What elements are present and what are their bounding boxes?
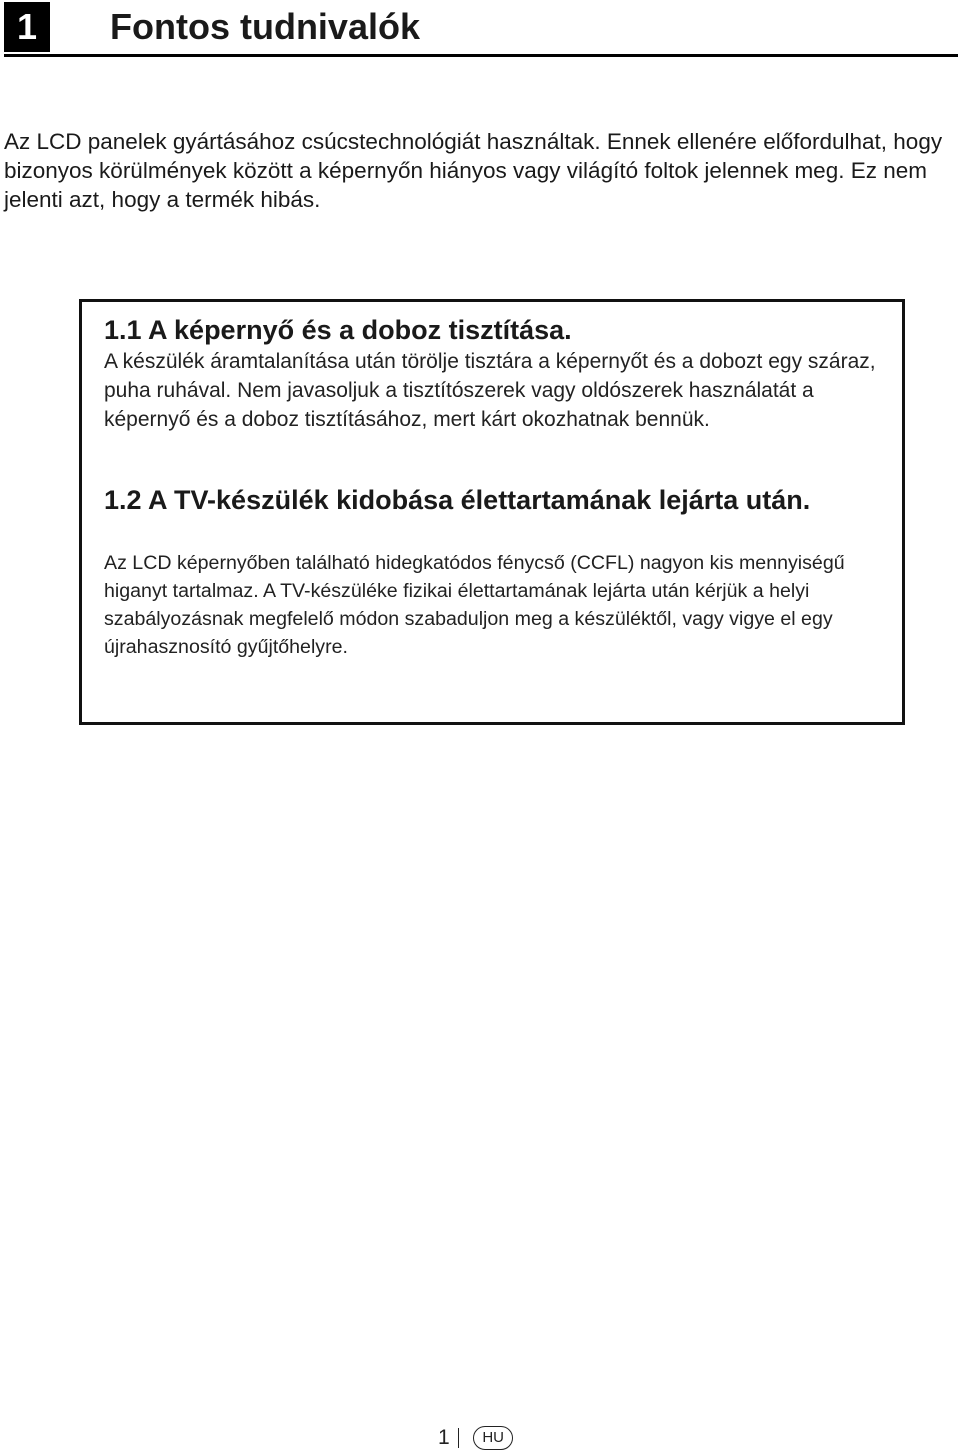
- section-title-disposal: 1.2 A TV-készülék kidobása élettartamának lejárta után.: [104, 485, 811, 515]
- intro-paragraph: Az LCD panelek gyártásához csúcstechnológiát használtak. Ennek ellenére előfordulhat, hogy bizonyos körülmények között a képernyőn hiányos vagy világító foltok jelennek meg. Ez nem jelenti azt, hogy a termék hibás.: [4, 129, 943, 212]
- header-divider: [4, 54, 958, 57]
- footer-separator: [458, 1428, 460, 1448]
- chapter-title: Fontos tudnivalók: [110, 6, 420, 47]
- section-body-disposal: Az LCD képernyőben található hidegkatódos fénycső (CCFL) nagyon kis mennyiségű higanyt tartalmaz. A TV-készüléke fizikai élettartamának lejárta után kérjük a helyi szabályozásnak megfelelő módon szabaduljon meg a készüléktől, vagy vigye el egy újrahasznosító gyűjtőhelyre.: [104, 552, 845, 658]
- notice-box: [79, 299, 905, 725]
- chapter-header: [0, 0, 960, 58]
- page-footer: [438, 1424, 513, 1452]
- language-badge: HU: [473, 1426, 513, 1450]
- section-title-cleaning: 1.1 A képernyő és a doboz tisztítása.: [104, 315, 572, 345]
- page-number: 1: [438, 1426, 450, 1449]
- chapter-number: 1: [4, 2, 50, 52]
- section-body-cleaning: A készülék áramtalanítása után törölje tisztára a képernyőt és a dobozt egy száraz, puha ruhával. Nem javasoljuk a tisztítószerek vagy oldószerek használatát a képernyő és a doboz tisztításához, mert kárt okozhatnak bennük.: [104, 350, 876, 431]
